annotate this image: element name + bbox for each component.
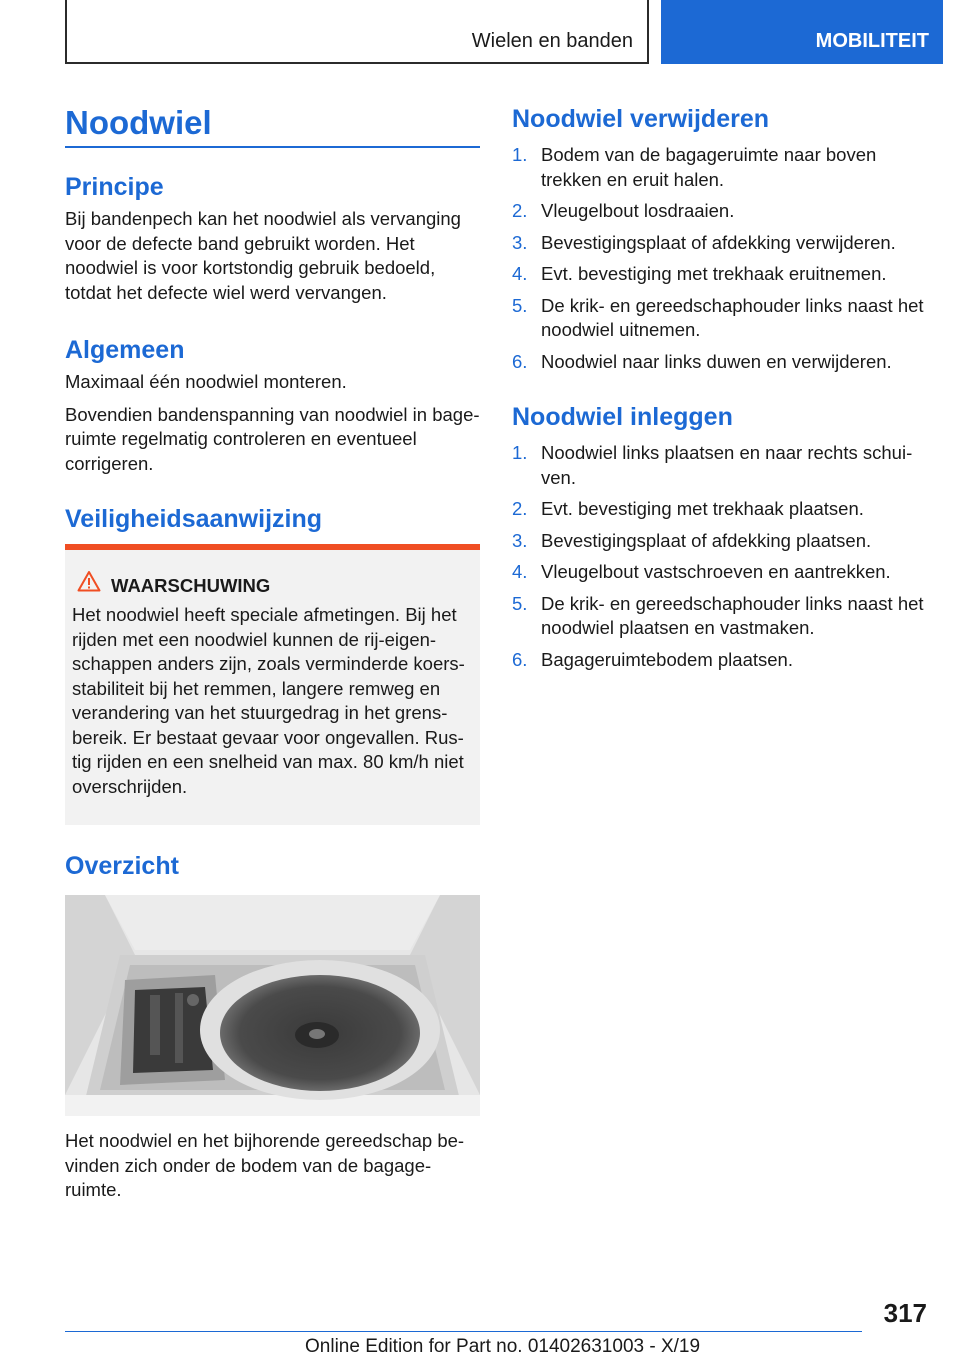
step-text: Noodwiel links plaatsen en naar rechts schuiven. [541, 442, 913, 488]
step-number: 5. [512, 294, 528, 316]
principe-heading: Principe [65, 173, 164, 201]
step-text: Bagageruimtebodem plaatsen. [541, 648, 793, 670]
page-title: Noodwiel [65, 104, 212, 141]
list-item [512, 560, 932, 585]
overzicht-caption: Het noodwiel en het bijhorende gereedschap bevinden zich onder de bodem van de bagageruimte. [65, 1130, 465, 1200]
step-text: Bevestigingsplaat of afdekking verwijderen. [541, 231, 896, 253]
list-item [512, 441, 932, 490]
warning-box [65, 550, 480, 825]
section-algemeen [65, 334, 480, 476]
step-number: 2. [512, 498, 528, 519]
step-number: 3. [512, 529, 528, 551]
warning-triangle-icon [77, 570, 101, 597]
list-item [512, 529, 932, 554]
list-item [512, 350, 932, 375]
step-text: Evt. bevestiging met trekhaak plaatsen. [541, 498, 864, 519]
list-item [512, 199, 932, 224]
step-text: Bodem van de bagageruimte naar boven trekken en eruit halen. [541, 144, 877, 190]
warning-text: Het noodwiel heeft speciale afmetingen. Bij het rijden met een noodwiel kunnen de rij-eigenschappen anders zijn, zoals verminderde koersstabiliteit bij het remmen, langere remweg en verandering van het stuurgedrag in het grensbereik. Er bestaat gevaar voor ongevallen. Rustig rijden en een snelheid van max. 80 km/h niet overschrijden. [72, 604, 465, 797]
step-text: De krik- en gereedschaphouder links naast het noodwiel plaatsen en vastmaken. [541, 592, 924, 638]
algemeen-text-2: Bovendien bandenspanning van noodwiel in bageruimte regelmatig controleren en eventueel corrigeren. [65, 403, 480, 474]
step-text: De krik- en gereedschaphouder links naast het noodwiel uitnemen. [541, 294, 924, 340]
section-overzicht [65, 850, 480, 882]
list-item [512, 143, 932, 192]
header-section-label: Wielen en banden [471, 30, 633, 52]
section-inleggen [512, 400, 932, 679]
list-item [512, 592, 932, 641]
step-number: 2. [512, 200, 528, 221]
header-chapter-tab [661, 0, 943, 64]
inleggen-steps [512, 441, 932, 672]
step-number: 4. [512, 263, 528, 284]
overzicht-caption-block [65, 1129, 480, 1203]
step-number: 5. [512, 592, 528, 614]
list-item [512, 262, 932, 287]
verwijderen-heading: Noodwiel verwijderen [512, 105, 770, 133]
principe-text: Bij bandenpech kan het noodwiel als vervanging voor de defecte band gebruikt worden. Het noodwiel is voor kortstondig gebruik bedoeld, totdat het defecte wiel werd vervangen. [65, 208, 461, 303]
veiligheid-heading: Veiligheidsaanwijzing [65, 505, 323, 533]
header-chapter-label: MOBILITEIT [815, 30, 929, 52]
section-veiligheid [65, 503, 480, 535]
step-text: Evt. bevestiging met trekhaak eruitnemen. [541, 263, 887, 284]
page-number: 317 [883, 1298, 927, 1328]
step-text: Vleugelbout vastschroeven en aantrekken. [541, 561, 891, 582]
step-number: 6. [512, 350, 528, 372]
step-number: 4. [512, 561, 528, 582]
trunk-spare-wheel-illustration [65, 895, 480, 1116]
section-verwijderen [512, 102, 932, 381]
warning-title: WAARSCHUWING [111, 575, 271, 596]
list-item [512, 294, 932, 343]
overzicht-heading: Overzicht [65, 852, 179, 880]
list-item [512, 231, 932, 256]
step-text: Vleugelbout losdraaien. [541, 200, 735, 221]
footer-edition: Online Edition for Part no. 01402631003 - X/19 [305, 1336, 701, 1357]
inleggen-heading: Noodwiel inleggen [512, 403, 733, 431]
list-item [512, 497, 932, 522]
algemeen-text-1: Maximaal één noodwiel monteren. [65, 371, 347, 392]
step-number: 1. [512, 144, 528, 165]
step-number: 1. [512, 442, 528, 463]
algemeen-heading: Algemeen [65, 336, 185, 364]
step-text: Bevestigingsplaat of afdekking plaatsen. [541, 529, 872, 551]
step-number: 3. [512, 231, 528, 253]
step-number: 6. [512, 648, 528, 670]
list-item [512, 648, 932, 673]
step-text: Noodwiel naar links duwen en verwijderen. [541, 350, 892, 372]
header-section-tab [65, 0, 649, 64]
verwijderen-steps [512, 143, 932, 374]
title-divider [65, 146, 480, 148]
footer-divider [65, 1331, 862, 1332]
section-principe [65, 171, 480, 305]
